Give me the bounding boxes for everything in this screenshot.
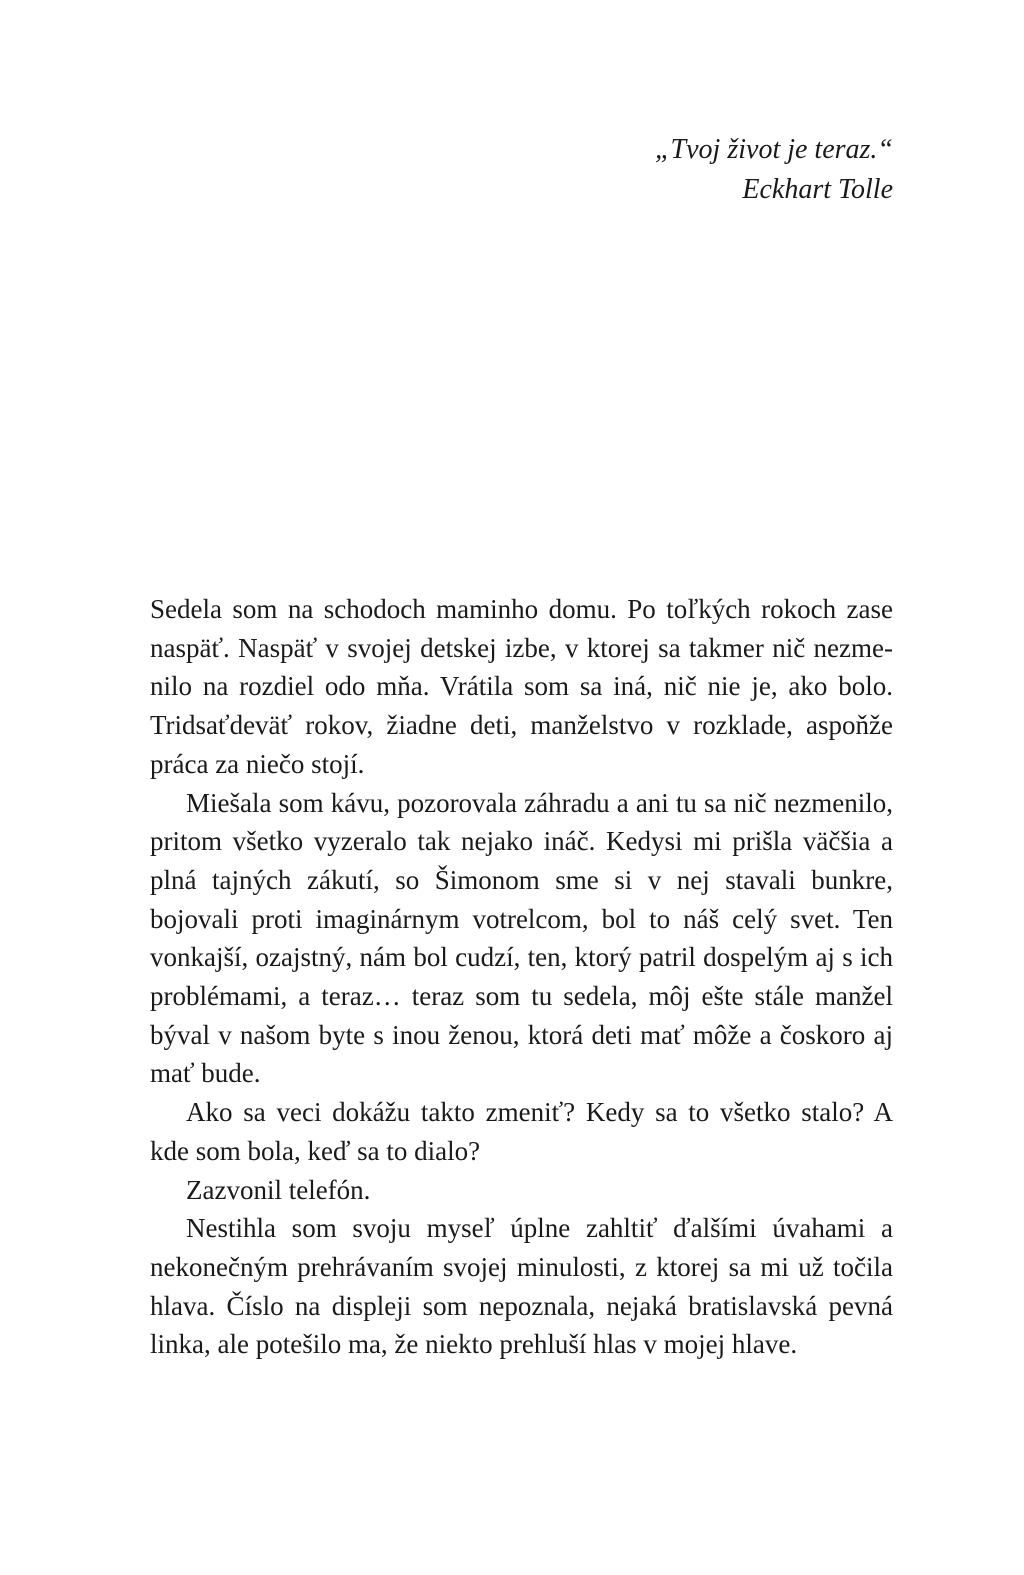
chapter-text xyxy=(150,590,893,1364)
paragraph: Sedela som na schodoch maminho domu. Po toľkých rokoch zase naspäť. Naspäť v svojej detskej izbe, v ktorej sa takmer nič nezmenilo na rozdiel odo mňa. Vrátila som sa iná, nič nie je, ako bolo. Tridsaťdeväť rokov, žiadne deti, manželstvo v rozklade, aspoňže práca za niečo stojí. xyxy=(150,594,893,779)
epigraph-quote: „Tvoj život je teraz.“ xyxy=(654,134,893,165)
paragraph: Nestihla som svoju myseľ úplne zahltiť ďalšími úvahami a nekonečným prehrávaním svojej minulosti, z ktorej sa mi už točila hlava. Číslo na displeji som nepoznala, nejaká bratislavská pevná linka, ale potešilo ma, že niekto prehluší hlas v mojej hlave. xyxy=(150,1213,893,1360)
paragraph: Miešala som kávu, pozorovala záhradu a ani tu sa nič nezmenilo, pritom všetko vyzeralo tak nejako ináč. Kedysi mi prišla väčšia a plná tajných zákutí, so Šimonom sme si v nej stavali bunkre, bojovali proti imaginárnym votrelcom, bol to náš celý svet. Ten vonkajší, ozajstný, nám bol cudzí, ten, ktorý patril dospelým aj s ich problémami, a teraz… teraz som tu sedela, môj ešte stále manžel býval v našom byte s inou ženou, ktorá deti mať môže a čoskoro aj mať bude. xyxy=(150,787,893,1089)
epigraph-author: Eckhart Tolle xyxy=(742,174,893,205)
paragraph: Ako sa veci dokážu takto zmeniť? Kedy sa to všetko stalo? A kde som bola, keď sa to dialo? xyxy=(150,1097,893,1166)
paragraph: Zazvonil telefón. xyxy=(186,1174,371,1205)
epigraph xyxy=(293,130,893,210)
